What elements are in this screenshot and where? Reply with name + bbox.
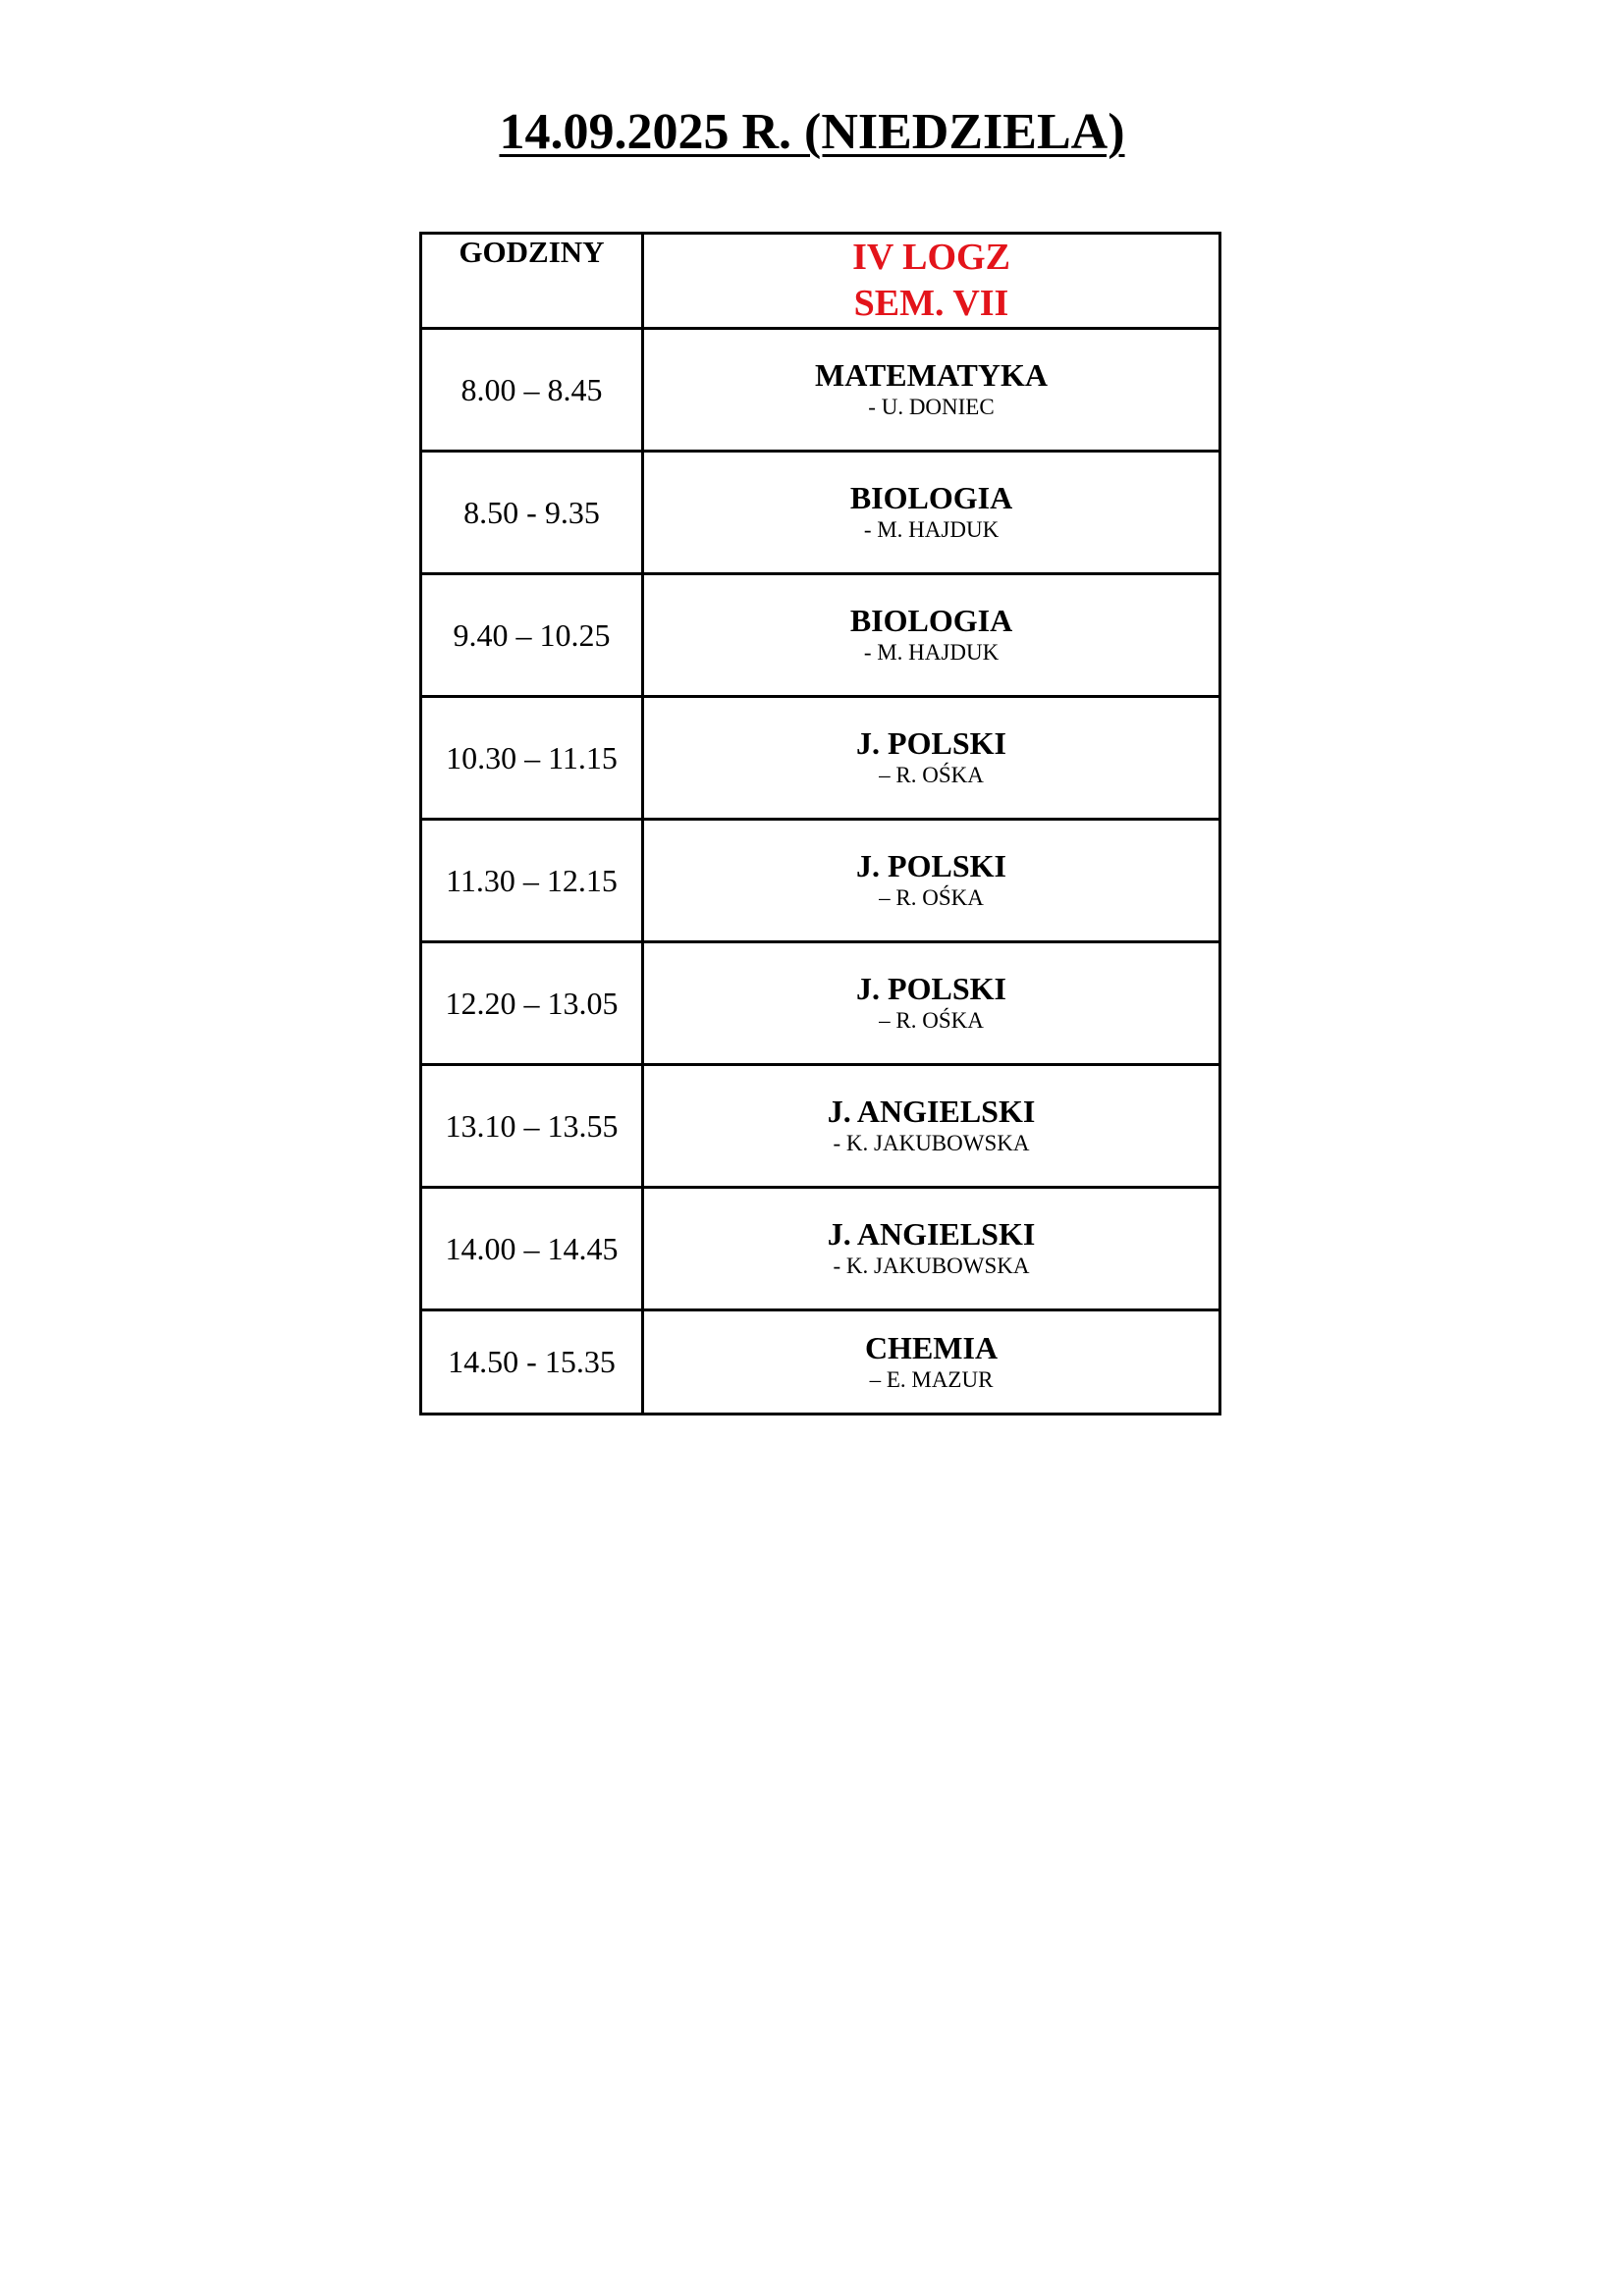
table-row (421, 1188, 1220, 1310)
teacher-label: - M. HAJDUK (863, 517, 1000, 542)
table-row (421, 329, 1220, 452)
table-header-row (421, 234, 1220, 329)
subject-label: CHEMIA (864, 1329, 999, 1365)
teacher-label: – R. OŚKA (879, 1008, 984, 1033)
schedule-table (419, 232, 1221, 1415)
hours-cell: 14.00 – 14.45 (421, 1188, 643, 1310)
teacher-label: - K. JAKUBOWSKA (833, 1254, 1030, 1278)
lesson-cell (643, 574, 1220, 697)
lesson-cell (643, 1065, 1220, 1188)
teacher-label: – R. OŚKA (879, 885, 984, 910)
table-row (421, 820, 1220, 942)
lesson-cell (643, 697, 1220, 820)
hours-column-header: GODZINY (421, 234, 643, 329)
hours-cell: 11.30 – 12.15 (421, 820, 643, 942)
table-row (421, 1310, 1220, 1415)
table-row (421, 1065, 1220, 1188)
subject-label: J. POLSKI (856, 725, 1006, 761)
class-name: IV LOGZ (852, 237, 1010, 278)
subject-label: J. ANGIELSKI (827, 1216, 1036, 1252)
table-row (421, 452, 1220, 574)
hours-cell: 10.30 – 11.15 (421, 697, 643, 820)
hours-cell: 13.10 – 13.55 (421, 1065, 643, 1188)
subject-label: MATEMATYKA (814, 357, 1048, 393)
table-row (421, 942, 1220, 1065)
teacher-label: – R. OŚKA (879, 763, 984, 787)
teacher-label: - K. JAKUBOWSKA (833, 1131, 1030, 1155)
teacher-label: - M. HAJDUK (863, 640, 1000, 665)
table-row (421, 574, 1220, 697)
teacher-label: – E. MAZUR (869, 1366, 994, 1392)
hours-cell: 14.50 - 15.35 (421, 1310, 643, 1415)
teacher-label: - U. DONIEC (868, 395, 995, 419)
subject-label: J. ANGIELSKI (827, 1094, 1036, 1129)
hours-cell: 9.40 – 10.25 (421, 574, 643, 697)
lesson-cell (643, 329, 1220, 452)
hours-cell: 8.50 - 9.35 (421, 452, 643, 574)
semester-label: SEM. VII (853, 283, 1009, 324)
page-title: 14.09.2025 R. (NIEDZIELA) (499, 104, 1125, 160)
subject-label: BIOLOGIA (849, 480, 1013, 515)
subject-label: J. POLSKI (856, 971, 1006, 1006)
hours-cell: 12.20 – 13.05 (421, 942, 643, 1065)
class-column-header (643, 234, 1220, 329)
subject-label: J. POLSKI (856, 848, 1006, 883)
table-row (421, 697, 1220, 820)
hours-cell: 8.00 – 8.45 (421, 329, 643, 452)
lesson-cell (643, 942, 1220, 1065)
subject-label: BIOLOGIA (849, 603, 1013, 638)
lesson-cell (643, 1310, 1220, 1415)
lesson-cell (643, 820, 1220, 942)
lesson-cell (643, 452, 1220, 574)
lesson-cell (643, 1188, 1220, 1310)
